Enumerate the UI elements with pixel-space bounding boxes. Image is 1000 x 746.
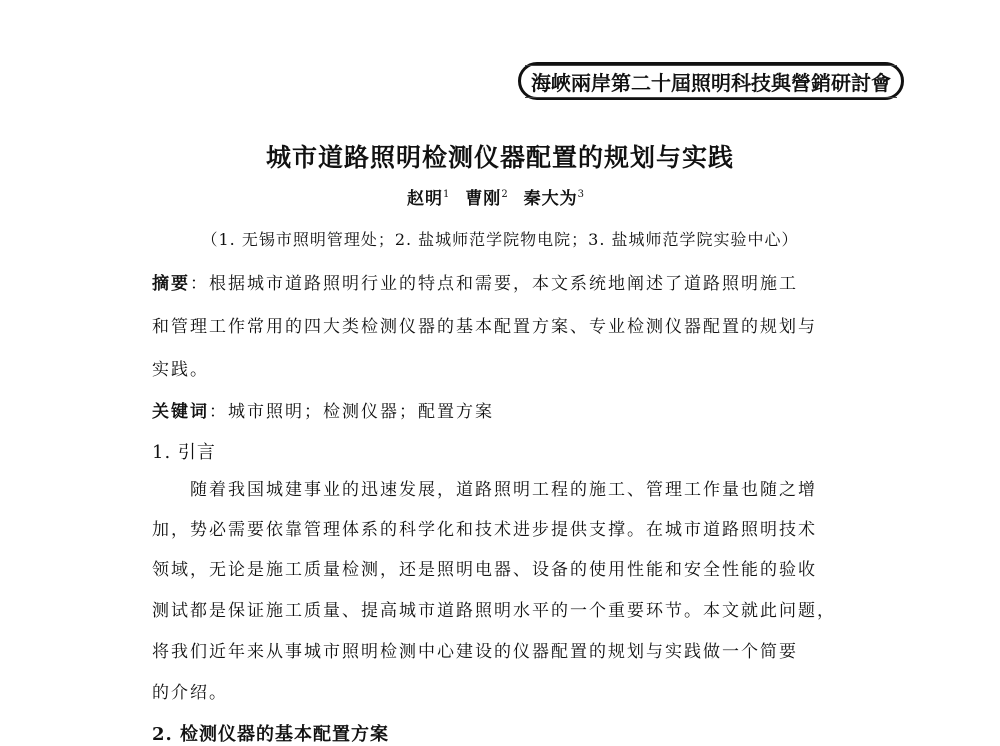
body-line: 加，势必需要依靠管理体系的科学化和技术进步提供支撑。在城市道路照明技术 — [152, 520, 817, 540]
abstract-label: 摘要 — [152, 274, 190, 294]
body-line: 领域，无论是施工质量检测，还是照明电器、设备的使用性能和安全性能的验收 — [152, 560, 817, 580]
author-superscript: 1 — [443, 189, 451, 201]
body-line: 随着我国城建事业的迅速发展，道路照明工程的施工、管理工作量也随之增 — [152, 480, 817, 500]
author-superscript: 3 — [577, 189, 585, 201]
section-heading: 2. 检测仪器的基本配置方案 — [152, 724, 390, 745]
abstract-text: ：根据城市道路照明行业的特点和需要，本文系统地阐述了道路照明施工 — [190, 274, 798, 294]
paper-title: 城市道路照明检测仪器配置的规划与实践 — [265, 143, 734, 172]
keywords-line — [152, 397, 852, 422]
conference-banner — [518, 62, 904, 100]
body-line: 的介绍。 — [152, 683, 228, 703]
author-superscript: 2 — [501, 189, 509, 201]
keywords-label: 关键词 — [152, 402, 209, 422]
author-name: 曹刚 — [465, 189, 502, 209]
conference-banner-text: 海峽兩岸第二十屆照明科技與營銷研討會 — [525, 65, 897, 98]
body-line: 测试都是保证施工质量、提高城市道路照明水平的一个重要环节。本文就此问题， — [152, 601, 836, 621]
author-name: 秦大为 — [523, 189, 578, 209]
body-line: 将我们近年来从事城市照明检测中心建设的仪器配置的规划与实践做一个简要 — [152, 642, 798, 662]
section-heading: 1. 引言 — [152, 442, 216, 463]
author-name: 赵明 — [407, 189, 444, 209]
affiliations: （1. 无锡市照明管理处；2. 盐城师范学院物电院；3. 盐城师范学院实验中心） — [201, 230, 799, 249]
abstract-line: 和管理工作常用的四大类检测仪器的基本配置方案、专业检测仪器配置的规划与 — [152, 317, 817, 337]
author-list — [0, 184, 1000, 209]
abstract-line — [152, 269, 852, 294]
abstract-line: 实践。 — [152, 360, 209, 380]
keywords-text: ：城市照明；检测仪器；配置方案 — [209, 402, 494, 422]
